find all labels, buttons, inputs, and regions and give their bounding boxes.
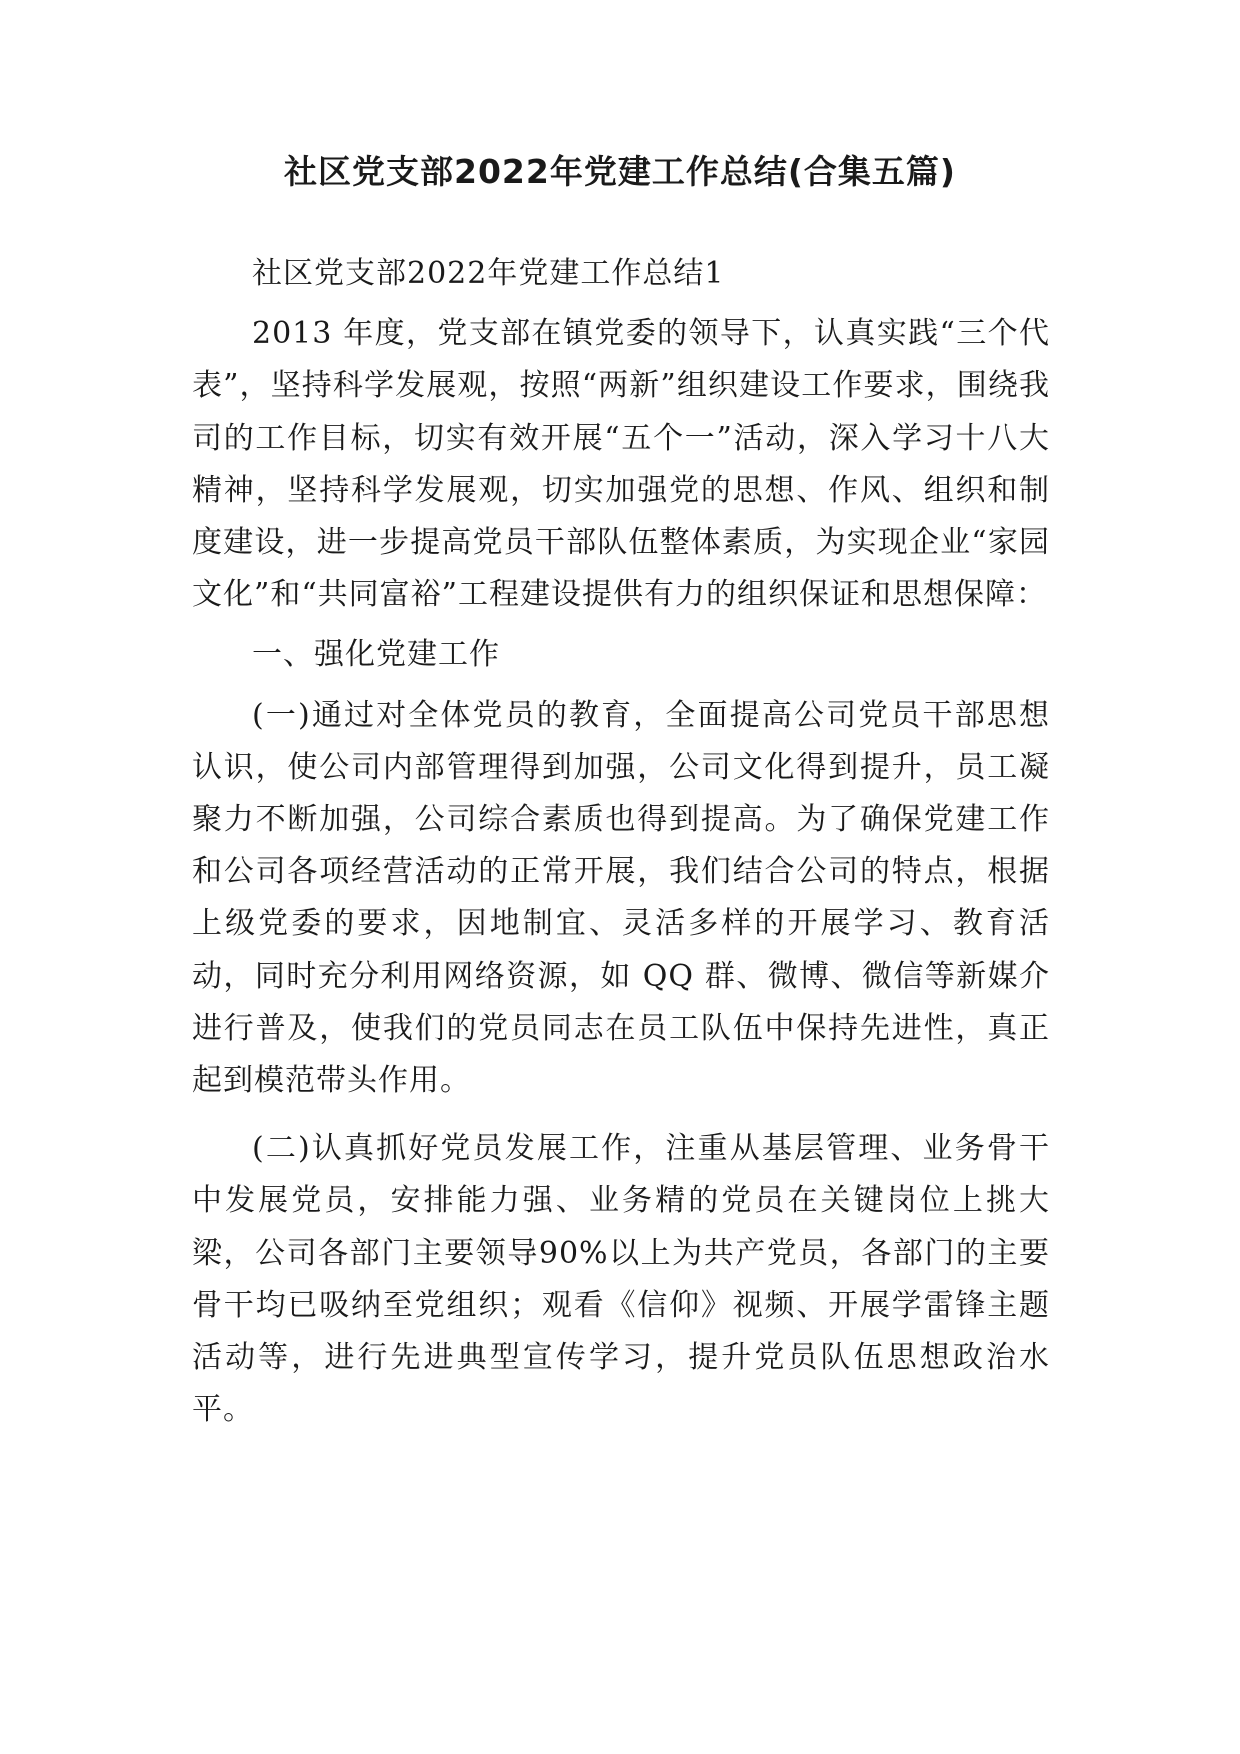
document-title: 社区党支部2022年党建工作总结(合集五篇) [283,152,956,191]
paragraph-item-1: (一)通过对全体党员的教育，全面提高公司党员干部思想认识，使公司内部管理得到加强，公司文化得到提升，员工凝聚力不断加强，公司综合素质也得到提高。为了确保党建工作和公司各项经营活动的正常开展，我们结合公司的特点，根据上级党委的要求，因地制宜、灵活多样的开展学习、教育活动，同时充分利用网络资源，如 QQ 群、微博、微信等新媒介进行普及，使我们的党员同志在员工队伍中保持先进性，真正起到模范带头作用。 [192,697,1050,1099]
document-body [192,248,1050,1444]
paragraph-item-2: (二)认真抓好党员发展工作，注重从基层管理、业务骨干中发展党员，安排能力强、业务精的党员在关键岗位上挑大梁，公司各部门主要领导90%以上为共产党员，各部门的主要骨干均已吸纳至党组织；观看《信仰》视频、开展学雷锋主题活动等，进行先进典型宣传学习，提升党员队伍思想政治水平。 [192,1131,1050,1428]
section-heading: 一、强化党建工作 [252,637,500,673]
paragraph-intro: 2013 年度，党支部在镇党委的领导下，认真实践“三个代表”，坚持科学发展观，按照“两新”组织建设工作要求，围绕我司的工作目标，切实有效开展“五个一”活动，深入学习十八大精神，坚持科学发展观，切实加强党的思想、作风、组织和制度建设，进一步提高党员干部队伍整体素质，为实现企业“家园文化”和“共同富裕”工程建设提供有力的组织保证和思想保障： [192,316,1050,613]
section-subtitle: 社区党支部2022年党建工作总结1 [252,256,725,291]
